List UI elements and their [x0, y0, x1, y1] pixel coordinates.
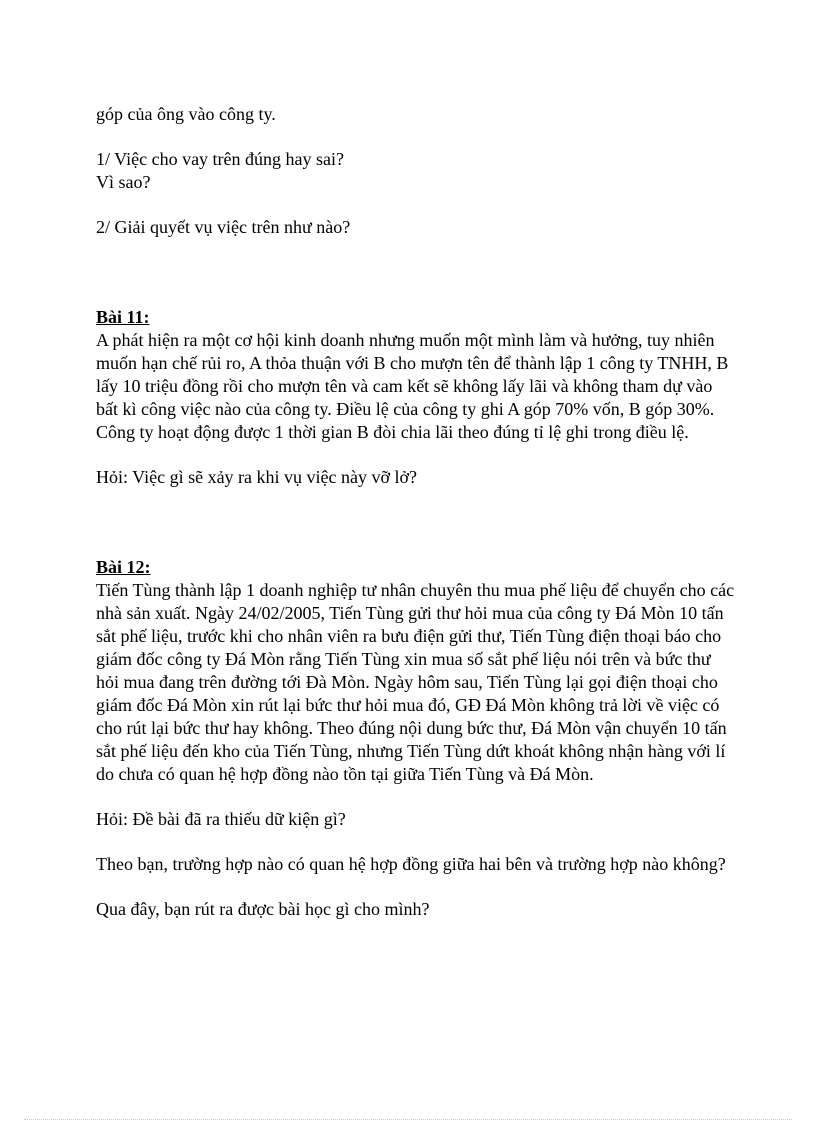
- page-bottom-divider: [24, 1119, 792, 1120]
- bai-11-heading: Bài 11:: [96, 307, 150, 327]
- bai-12-question-3: Qua đây, bạn rút ra được bài học gì cho mình?: [96, 899, 430, 919]
- bai-11-question: Hỏi: Việc gì sẽ xảy ra khi vụ việc này vỡ lở?: [96, 467, 418, 487]
- question-1-line-2: Vì sao?: [96, 172, 151, 192]
- bai-12-question-1: Hỏi: Đề bài đã ra thiếu dữ kiện gì?: [96, 809, 346, 829]
- bai-11-body: A phát hiện ra một cơ hội kinh doanh nhưng muốn một mình làm và hưởng, tuy nhiên muốn hạn chế rủi ro, A thỏa thuận với B cho mượn tên để thành lập 1 công ty TNHH, B lấy 10 triệu đồng rồi cho mượn tên và cam kết sẽ không lấy lãi và không tham dự vào bất kì công việc nào của công ty. Điều lệ của công ty ghi A góp 70% vốn, B góp 30%. Công ty hoạt động được 1 thời gian B đòi chia lãi theo đúng tỉ lệ ghi trong điều lệ.: [96, 330, 729, 442]
- bai-12-question-2: Theo bạn, trường hợp nào có quan hệ hợp đồng giữa hai bên và trường hợp nào không?: [96, 854, 726, 874]
- bai-12-heading: Bài 12:: [96, 557, 151, 577]
- document-content: [96, 103, 736, 921]
- question-1-line-1: 1/ Việc cho vay trên đúng hay sai?: [96, 149, 345, 169]
- intro-line: góp của ông vào công ty.: [96, 104, 276, 124]
- bai-12-body: Tiến Tùng thành lập 1 doanh nghiệp tư nhân chuyên thu mua phế liệu để chuyển cho các nhà sản xuất. Ngày 24/02/2005, Tiến Tùng gửi thư hỏi mua của công ty Đá Mòn 10 tấn sắt phế liệu, trước khi cho nhân viên ra bưu điện gửi thư, Tiến Tùng điện thoại báo cho giám đốc công ty Đá Mòn rằng Tiến Tùng xin mua số sắt phế liệu nói trên và bức thư hỏi mua đang trên đường tới Đà Mòn. Ngày hôm sau, Tiến Tùng lại gọi điện thoại cho giám đốc Đá Mòn xin rút lại bức thư hỏi mua đó, GĐ Đá Mòn không trả lời về việc có cho rút lại bức thư hay không. Theo đúng nội dung bức thư, Đá Mòn vận chuyển 10 tấn sắt phế liệu đến kho của Tiến Tùng, nhưng Tiến Tùng dứt khoát không nhận hàng với lí do chưa có quan hệ hợp đồng nào tồn tại giữa Tiến Tùng và Đá Mòn.: [96, 580, 735, 784]
- question-2: 2/ Giải quyết vụ việc trên như nào?: [96, 217, 351, 237]
